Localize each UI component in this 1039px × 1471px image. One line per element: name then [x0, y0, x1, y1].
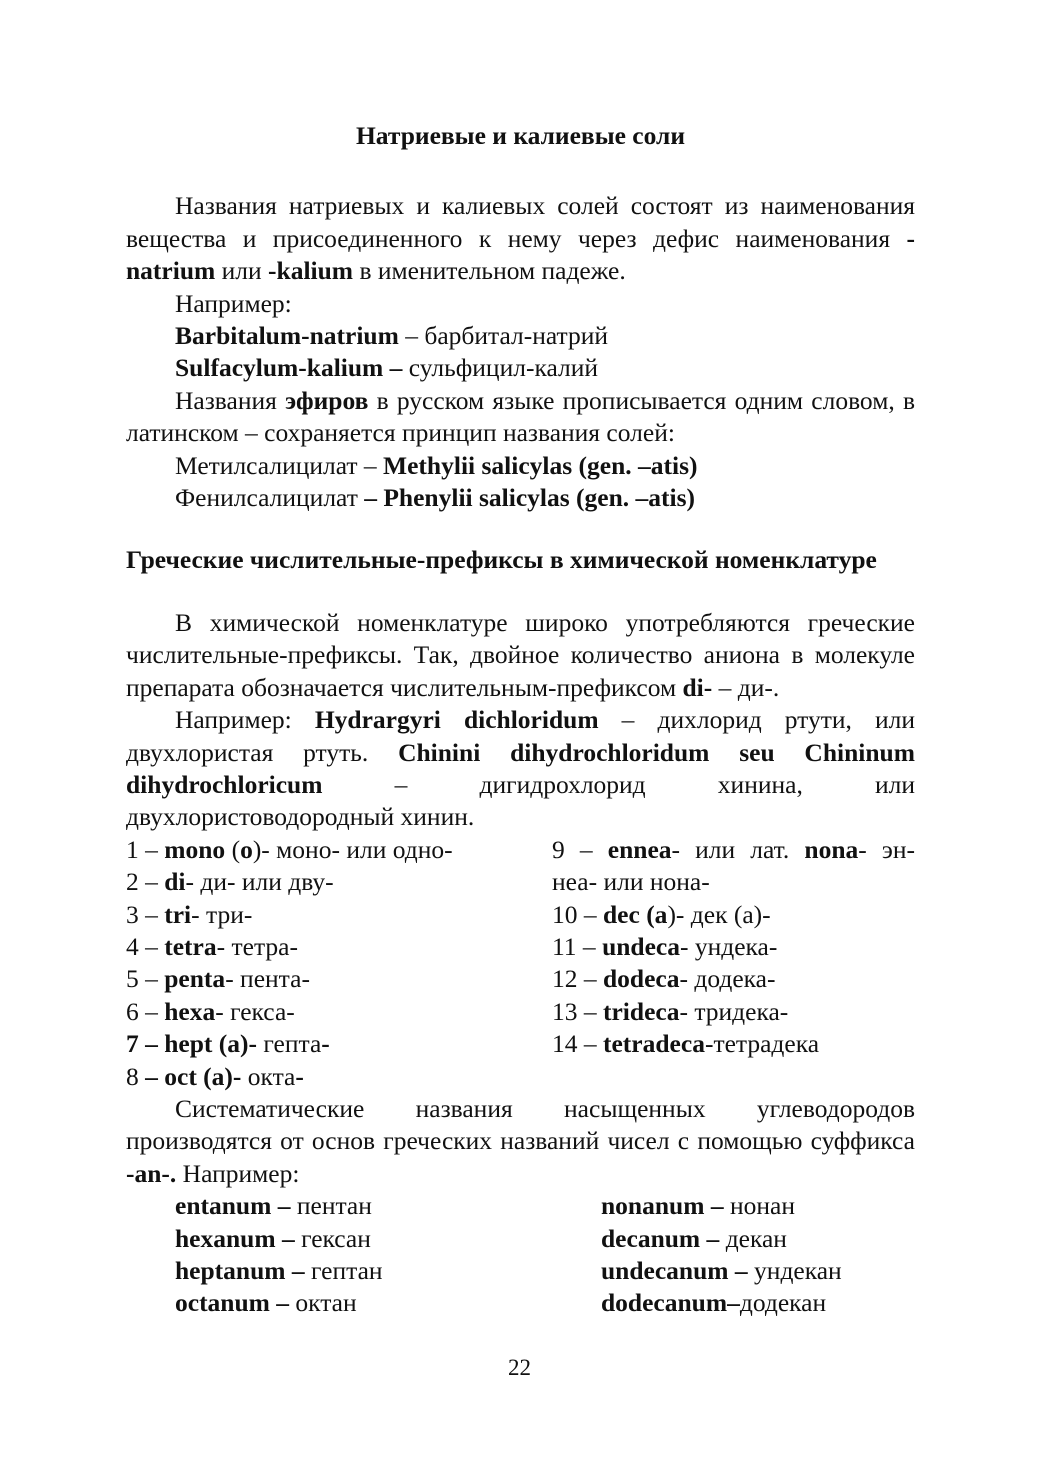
example-sulfacyl: Sulfacylum-kalium – сульфицил-калий: [175, 353, 599, 383]
alkane-list-left: [175, 1190, 601, 1320]
section-title-salts: Натриевые и калиевые соли: [355, 121, 686, 150]
list-item: entanum – пентан: [175, 1191, 372, 1221]
page-body: [126, 120, 915, 1320]
page-number: 22: [508, 1355, 531, 1380]
list-item: dodecanum–додекан: [601, 1288, 827, 1318]
example-phenyl-salicylate: Фенилсалицилат – Phenylii salicylas (gen. –atis): [175, 483, 696, 513]
list-item: 11 – undeca- ундека-: [552, 931, 778, 961]
list-item: nonanum – нонан: [601, 1191, 795, 1221]
example-paragraph: Например: Hydrargyri dichloridum – дихлорид ртути, или двухлористая ртуть. Chinini dihydrochloridum seu Chininum dihydrochloricum – дигидрохлорид хинина, или двухлористоводородный хинин.: [126, 705, 915, 832]
list-item: 13 – trideca- тридека-: [552, 996, 789, 1026]
example-label: Например:: [175, 288, 292, 318]
list-item: 5 – penta- пента-: [126, 964, 310, 994]
alkane-list-right: [601, 1190, 915, 1320]
list-item: hexanum – гексан: [175, 1223, 371, 1253]
alkanes-paragraph: Систематические названия насыщенных углеводородов производятся от основ греческих названий чисел с помощью суффикса -an-. Например:: [126, 1093, 915, 1188]
prefix-list-left: [126, 834, 552, 1093]
list-item: 4 – tetra- тетра-: [126, 931, 298, 961]
alkane-columns: [126, 1190, 915, 1320]
list-item: 3 – tri- три-: [126, 899, 253, 929]
prefix-list-right: [552, 834, 915, 1093]
section-title-greek-prefixes: Греческие числительные-префиксы в химической номенклатуре: [126, 545, 877, 575]
example-methyl-salicylate: Метилсалицилат – Methylii salicylas (gen. –atis): [175, 450, 698, 480]
example-barbital: Barbitalum-natrium – барбитал-натрий: [175, 321, 609, 351]
list-item: undecanum – ундекан: [601, 1256, 842, 1285]
list-item: 12 – dodeca- додека-: [552, 964, 776, 994]
list-item: неа- или нона-: [552, 867, 710, 897]
prefix-columns: [126, 834, 915, 1093]
esters-paragraph: Названия эфиров в русском языке прописывается одним словом, в латинском – сохраняется принцип названия солей:: [126, 385, 915, 448]
list-item: 2 – di- ди- или дву-: [126, 867, 334, 897]
list-item: 7 – hept (a)- гепта-: [126, 1029, 330, 1059]
prefixes-paragraph: В химической номенклатуре широко употребляются греческие числительные-префиксы. Так, двойное количество аниона в молекуле препарата обозначается числительным-префиксом di- – ди-.: [126, 607, 915, 702]
list-item: 1 – mono (o)- моно- или одно-: [126, 834, 453, 864]
list-item: heptanum – гептан: [175, 1256, 383, 1285]
list-item: 14 – tetradeca-тетрадека: [552, 1029, 820, 1059]
salts-paragraph: Названия натриевых и калиевых солей состоят из наименования вещества и присоединенного к нему через дефис наименования -natrium или -kalium в именительном падеже.: [126, 191, 915, 286]
list-item: 10 – dec (a)- дек (а)-: [552, 899, 771, 929]
list-item: 6 – hexa- гекса-: [126, 996, 295, 1026]
list-item: 8 – oct (a)- окта-: [126, 1061, 304, 1091]
list-item: decanum – декан: [601, 1223, 787, 1253]
list-item: 9 – ennea- или лат. nona- эн-: [552, 834, 916, 864]
list-item: octanum – октан: [175, 1288, 357, 1318]
